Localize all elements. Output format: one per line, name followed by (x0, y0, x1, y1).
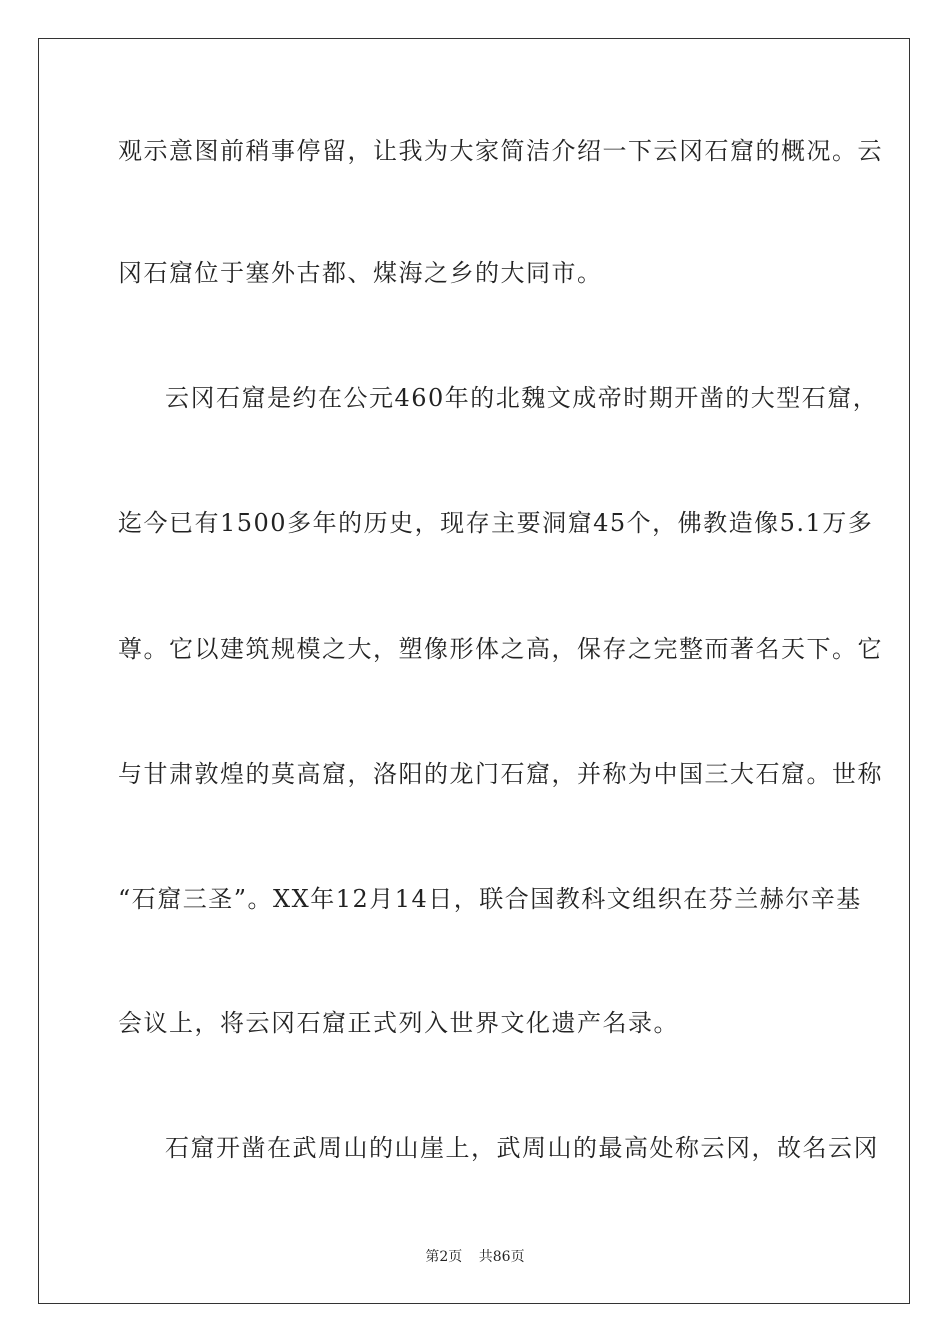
text-line-5: 尊。它以建筑规模之大，塑像形体之高，保存之完整而著名天下。它 (118, 635, 883, 663)
text-line-1: 观示意图前稍事停留，让我为大家简洁介绍一下云冈石窟的概况。云 (118, 137, 883, 165)
text-line-6: 与甘肃敦煌的莫高窟，洛阳的龙门石窟，并称为中国三大石窟。世称 (118, 760, 883, 788)
page-number-total: 共86页 (478, 1249, 525, 1265)
page-footer (0, 1246, 950, 1266)
text-line-9: 石窟开凿在武周山的山崖上，武周山的最高处称云冈，故名云冈 (165, 1134, 879, 1162)
page-frame (38, 38, 910, 1304)
text-line-7: “石窟三圣”。XX年12月14日，联合国教科文组织在芬兰赫尔辛基 (118, 885, 862, 913)
page-number-current: 第2页 (425, 1249, 463, 1265)
text-line-8: 会议上，将云冈石窟正式列入世界文化遗产名录。 (118, 1009, 679, 1037)
text-line-3: 云冈石窟是约在公元460年的北魏文成帝时期开凿的大型石窟， (165, 384, 879, 412)
text-line-4: 迄今已有1500多年的历史，现存主要洞窟45个，佛教造像5.1万多 (118, 509, 874, 537)
text-line-2: 冈石窟位于塞外古都、煤海之乡的大同市。 (118, 259, 603, 287)
